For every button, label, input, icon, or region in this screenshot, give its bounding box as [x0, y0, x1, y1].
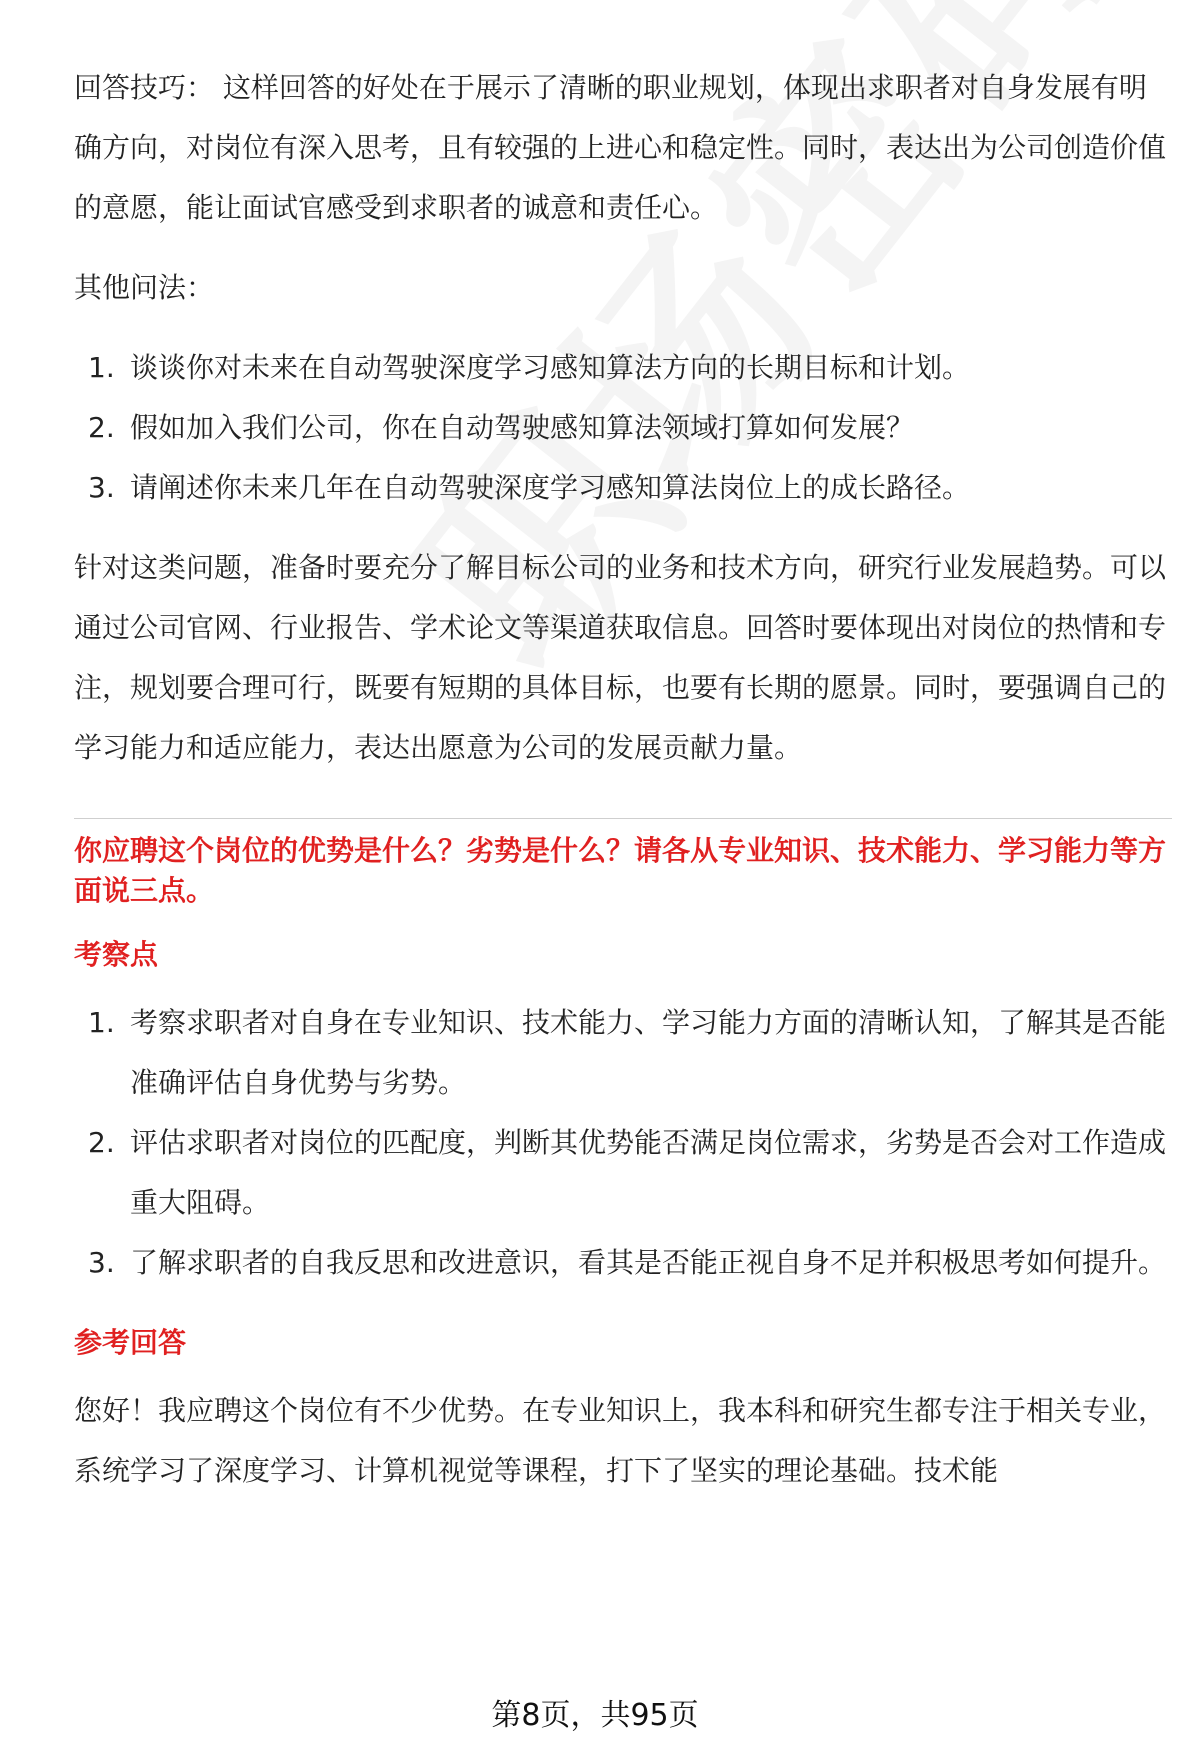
list-item — [74, 1233, 1172, 1293]
page-indicator: 第8页，共95页 — [491, 1698, 699, 1733]
list-item — [74, 1113, 1172, 1233]
list-item — [74, 338, 1172, 398]
list-number: 3. — [88, 1246, 115, 1279]
list-item-text: 考察求职者对自身在专业知识、技术能力、学习能力方面的清晰认知，了解其是否能准确评估自身优势与劣势。 — [130, 1006, 1167, 1099]
list-item — [74, 993, 1172, 1113]
section-divider — [74, 818, 1172, 819]
interview-question-heading: 你应聘这个岗位的优势是什么？劣势是什么？请各从专业知识、技术能力、学习能力等方面说三点。 — [74, 834, 1167, 907]
reference-answer-label: 参考回答 — [74, 1326, 187, 1359]
other-questions-list — [74, 338, 1172, 518]
focus-points-label: 考察点 — [74, 938, 159, 971]
list-item-text: 假如加入我们公司，你在自动驾驶感知算法领域打算如何发展？ — [130, 411, 915, 444]
list-item-text: 谈谈你对未来在自动驾驶深度学习感知算法方向的长期目标和计划。 — [130, 351, 971, 384]
list-number: 1. — [88, 1006, 115, 1039]
page-content — [74, 58, 1172, 1501]
list-number: 2. — [88, 411, 115, 444]
list-number: 2. — [88, 1126, 115, 1159]
other-questions-label: 其他问法： — [74, 271, 215, 304]
list-item — [74, 458, 1172, 518]
focus-points-list — [74, 993, 1172, 1293]
list-item-text: 请阐述你未来几年在自动驾驶深度学习感知算法岗位上的成长路径。 — [130, 471, 971, 504]
list-number: 1. — [88, 351, 115, 384]
answer-tip-paragraph: 回答技巧： 这样回答的好处在于展示了清晰的职业规划，体现出求职者对自身发展有明确方向，对岗位有深入思考，且有较强的上进心和稳定性。同时，表达出为公司创造价值的意愿，能让面试官感受到求职者的诚意和责任心。 — [74, 71, 1167, 224]
list-item-text: 评估求职者对岗位的匹配度，判断其优势能否满足岗位需求，劣势是否会对工作造成重大阻碍。 — [130, 1126, 1167, 1219]
list-item-text: 了解求职者的自我反思和改进意识，看其是否能正视自身不足并积极思考如何提升。 — [130, 1246, 1167, 1279]
list-item — [74, 398, 1172, 458]
reference-answer-paragraph: 您好！我应聘这个岗位有不少优势。在专业知识上，我本科和研究生都专注于相关专业，系统学习了深度学习、计算机视觉等课程，打下了坚实的理论基础。技术能 — [74, 1394, 1167, 1487]
list-number: 3. — [88, 471, 115, 504]
preparation-advice-paragraph: 针对这类问题，准备时要充分了解目标公司的业务和技术方向，研究行业发展趋势。可以通过公司官网、行业报告、学术论文等渠道获取信息。回答时要体现出对岗位的热情和专注，规划要合理可行，既要有短期的具体目标，也要有长期的愿景。同时，要强调自己的学习能力和适应能力，表达出愿意为公司的发展贡献力量。 — [74, 551, 1167, 764]
